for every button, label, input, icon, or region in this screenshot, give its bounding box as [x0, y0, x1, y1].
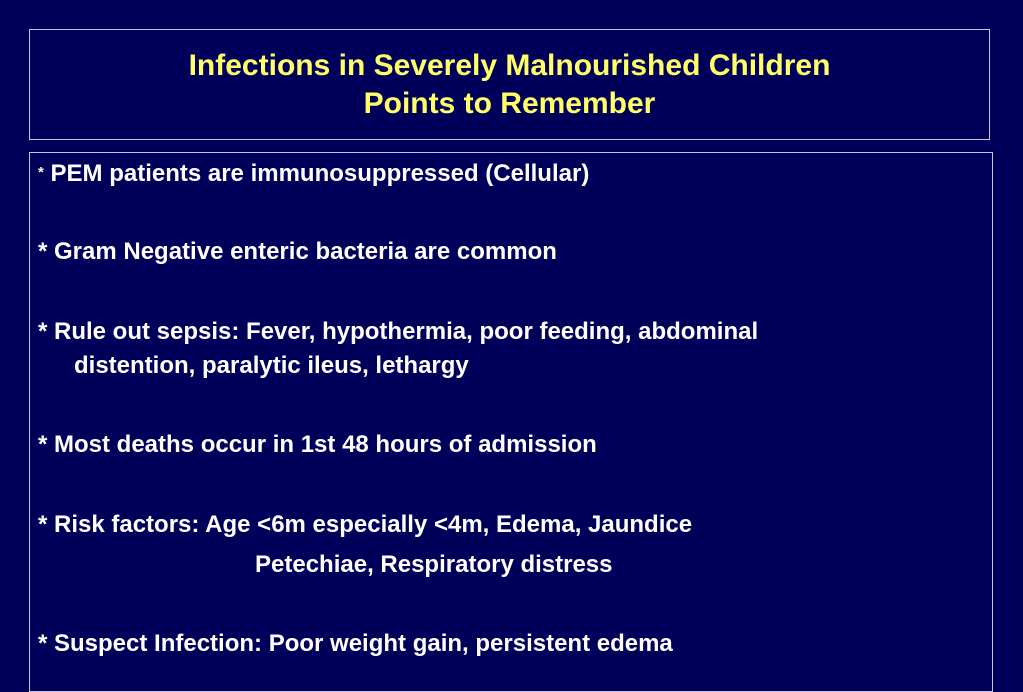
slide-title-box [29, 29, 990, 140]
bullet-text: * Risk factors: Age <6m especially <4m, Edema, Jaundice [38, 511, 693, 538]
bullet-rule-out-sepsis [38, 315, 758, 383]
bullet-marker: * [38, 164, 44, 181]
bullet-text: * Gram Negative enteric bacteria are common [38, 238, 557, 265]
bullet-text: * Rule out sepsis: Fever, hypothermia, poor feeding, abdominal [38, 318, 759, 345]
slide-title: Infections in Severely Malnourished Children [188, 48, 831, 82]
bullet-risk-factors [38, 508, 692, 582]
bullet-gram-negative [38, 235, 557, 269]
slide-body-box [29, 152, 993, 692]
bullet-pem-immunosuppressed [38, 156, 589, 191]
bullet-text: * Suspect Infection: Poor weight gain, persistent edema [38, 630, 673, 657]
bullet-suspect-infection [38, 627, 673, 661]
slide-subtitle: Points to Remember [363, 86, 656, 120]
bullet-text: * Most deaths occur in 1st 48 hours of admission [38, 431, 597, 458]
bullet-continuation: Petechiae, Respiratory distress [255, 551, 613, 578]
bullet-text: PEM patients are immunosuppressed (Cellular) [43, 160, 590, 187]
bullet-continuation: distention, paralytic ileus, lethargy [74, 352, 469, 379]
bullet-most-deaths [38, 428, 597, 462]
